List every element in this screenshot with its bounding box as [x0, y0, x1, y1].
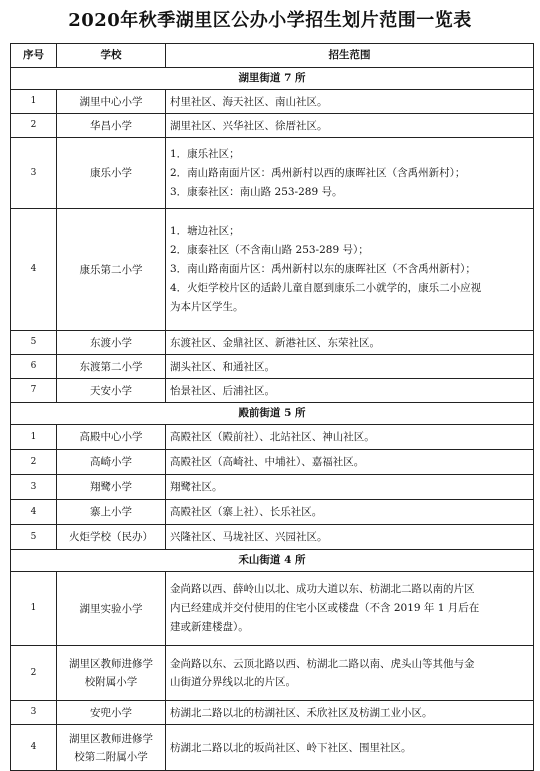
section-title: 殿前街道 5 所 [11, 403, 534, 425]
range-line: 1．塘边社区； [170, 225, 240, 237]
school-name [57, 572, 166, 646]
table-row [11, 138, 534, 209]
enrollment-range [166, 475, 534, 500]
row-number: 5 [11, 331, 57, 355]
table-row [11, 90, 534, 114]
school-name [57, 355, 166, 379]
school-name-line: 湖里区教师进修学 [69, 658, 153, 670]
school-name-line: 康乐小学 [90, 167, 132, 179]
range-line: 2．南山路南面片区：禹州新村以西的康晖社区（含禹州新村）； [170, 166, 466, 179]
range-line: 怡景社区、后浦社区。 [170, 384, 275, 397]
row-number: 4 [11, 725, 57, 771]
table-body [11, 68, 534, 771]
school-name [57, 209, 166, 331]
range-line: 东渡社区、金鼎社区、新港社区、东荣社区。 [170, 336, 380, 349]
school-name-line: 高崎小学 [90, 456, 132, 468]
row-number: 2 [11, 646, 57, 701]
range-line: 为本片区学生。 [170, 301, 244, 313]
enrollment-range [166, 646, 534, 701]
section-row [11, 403, 534, 425]
range-line: 湖里社区、兴华社区、徐厝社区。 [170, 119, 328, 132]
school-name [57, 331, 166, 355]
table-row [11, 701, 534, 725]
range-line: 2．康泰社区（不含南山路 253-289 号）； [170, 244, 369, 256]
range-line: 村里社区、海天社区、南山社区。 [170, 95, 328, 108]
school-name [57, 425, 166, 450]
school-name-line: 湖里实验小学 [79, 602, 143, 615]
table-row [11, 500, 534, 525]
range-line: 高殿社区（殿前社）、北站社区、神山社区。 [170, 431, 375, 443]
enrollment-range [166, 331, 534, 355]
school-name-line: 高殿中心小学 [79, 431, 143, 443]
table-row [11, 646, 534, 701]
table-row [11, 572, 534, 646]
school-name [57, 475, 166, 500]
school-name-line: 校附属小学 [84, 676, 138, 688]
enrollment-range [166, 725, 534, 771]
row-number: 2 [11, 114, 57, 138]
section-title: 禾山街道 4 所 [11, 550, 534, 572]
enrollment-range [166, 500, 534, 525]
section-title: 湖里街道 7 所 [11, 68, 534, 90]
table-row [11, 450, 534, 475]
row-number: 3 [11, 475, 57, 500]
row-number: 1 [11, 572, 57, 646]
range-line: 4．火炬学校片区的适龄儿童自愿到康乐二小就学的，康乐二小应视 [170, 282, 482, 294]
school-name [57, 138, 166, 209]
row-number: 3 [11, 701, 57, 725]
range-line: 枋湖北二路以北的坂尚社区、岭下社区、围里社区。 [170, 741, 412, 754]
table-row [11, 379, 534, 403]
school-name-line: 东渡小学 [90, 336, 132, 349]
school-name-line: 火炬学校（民办） [69, 531, 153, 543]
section-row [11, 68, 534, 90]
range-line: 内已经建成并交付使用的住宅小区或楼盘（不含 2019 年 1 月后在 [170, 602, 480, 614]
header-no: 序号 [11, 44, 57, 68]
table-row [11, 331, 534, 355]
enrollment-range [166, 450, 534, 475]
school-name-line: 东渡第二小学 [79, 360, 143, 373]
school-name-line: 湖里区教师进修学 [69, 732, 153, 745]
table-row [11, 425, 534, 450]
school-name-line: 校第二附属小学 [74, 750, 148, 763]
school-name [57, 379, 166, 403]
range-line: 金尚路以东、云顶北路以西、枋湖北二路以南、虎头山等其他与金 [170, 658, 475, 670]
enrollment-range [166, 138, 534, 209]
document-title: 2020年秋季湖里区公办小学招生划片范围一览表 [68, 10, 472, 31]
header-school: 学校 [57, 44, 166, 68]
row-number: 3 [11, 138, 57, 209]
table-row [11, 725, 534, 771]
range-line: 高殿社区（寨上社）、长乐社区。 [170, 506, 323, 518]
table-row [11, 114, 534, 138]
school-name [57, 114, 166, 138]
school-name-line: 安兜小学 [90, 706, 132, 719]
section-row [11, 550, 534, 572]
enrollment-range [166, 209, 534, 331]
header-range: 招生范围 [166, 44, 534, 68]
range-line: 兴隆社区、马垅社区、兴园社区。 [170, 531, 328, 543]
school-name [57, 701, 166, 725]
school-name-line: 寨上小学 [90, 506, 132, 518]
table-row [11, 355, 534, 379]
school-name [57, 725, 166, 771]
school-name-line: 翔鹭小学 [90, 481, 132, 493]
range-line: 高殿社区（高崎社、中埔社）、嘉福社区。 [170, 456, 365, 468]
table-row [11, 475, 534, 500]
enrollment-range [166, 114, 534, 138]
table-row [11, 525, 534, 550]
range-line: 金尚路以西、薛岭山以北、成功大道以东、枋湖北二路以南的片区 [170, 583, 475, 595]
range-line: 翔鹭社区。 [170, 481, 223, 493]
school-name-line: 华昌小学 [90, 119, 132, 132]
table-row [11, 209, 534, 331]
enrollment-range [166, 701, 534, 725]
range-line: 枋湖北二路以北的枋湖社区、禾欣社区及枋湖工业小区。 [170, 706, 433, 719]
enrollment-range [166, 355, 534, 379]
row-number: 5 [11, 525, 57, 550]
enrollment-table [10, 43, 534, 771]
school-name-line: 康乐第二小学 [79, 263, 143, 276]
school-name [57, 450, 166, 475]
row-number: 1 [11, 90, 57, 114]
row-number: 6 [11, 355, 57, 379]
range-line: 山街道分界线以北的片区。 [170, 676, 296, 688]
school-name-line: 湖里中心小学 [79, 95, 143, 108]
school-name [57, 500, 166, 525]
range-line: 1．康乐社区； [170, 147, 240, 160]
school-name [57, 90, 166, 114]
enrollment-range [166, 90, 534, 114]
enrollment-range [166, 379, 534, 403]
range-line: 湖头社区、和通社区。 [170, 360, 275, 373]
enrollment-range [166, 572, 534, 646]
range-line: 3．康泰社区：南山路 253-289 号。 [170, 185, 343, 198]
school-name [57, 525, 166, 550]
enrollment-range [166, 425, 534, 450]
row-number: 4 [11, 209, 57, 331]
enrollment-range [166, 525, 534, 550]
school-name-line: 天安小学 [90, 384, 132, 397]
row-number: 4 [11, 500, 57, 525]
row-number: 7 [11, 379, 57, 403]
row-number: 2 [11, 450, 57, 475]
row-number: 1 [11, 425, 57, 450]
range-line: 建或新建楼盘）。 [170, 621, 249, 633]
school-name [57, 646, 166, 701]
range-line: 3．南山路南面片区：禹州新村以东的康晖社区（不含禹州新村）； [170, 263, 476, 275]
header-row [11, 44, 534, 68]
